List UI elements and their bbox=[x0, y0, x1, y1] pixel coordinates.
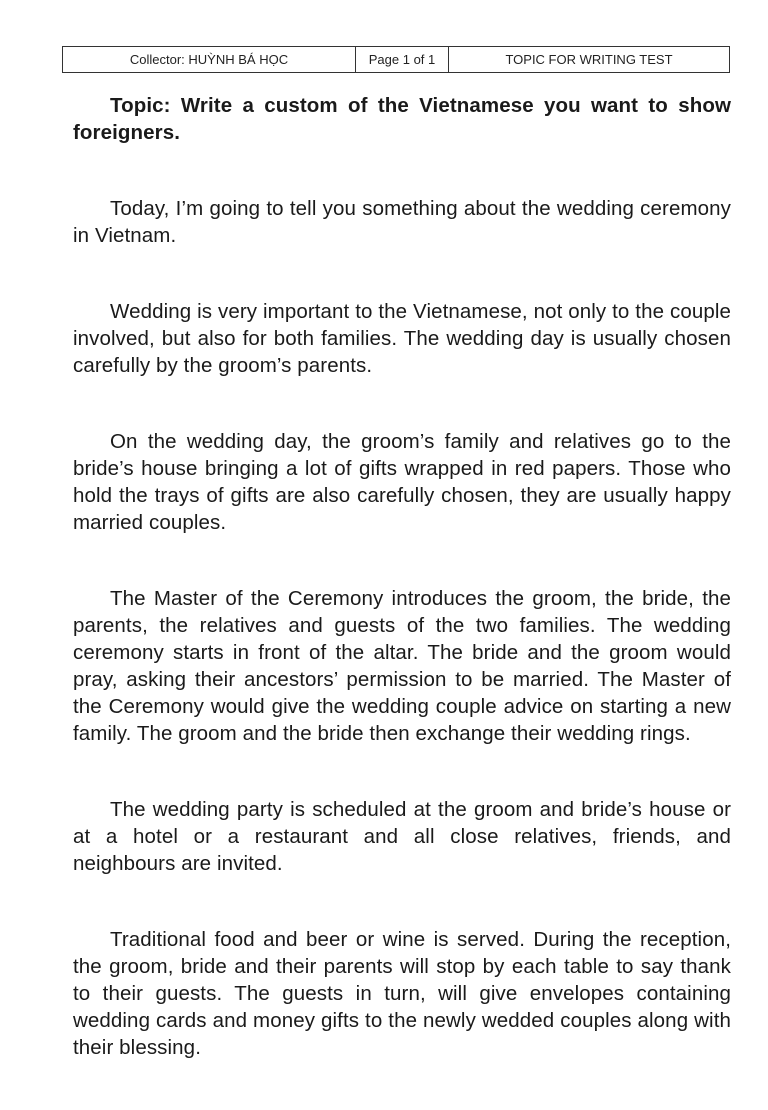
paragraph: Today, I’m going to tell you something about the wedding ceremony in Vietnam. bbox=[73, 197, 731, 247]
paragraph: Traditional food and beer or wine is served. During the reception, the groom, bride and their parents will stop by each table to say thank to their guests. The guests in turn, will give envelopes containing wedding cards and money gifts to the newly wedded couples along with their blessing. bbox=[73, 928, 731, 1059]
header-table bbox=[62, 46, 730, 73]
paragraph: On the wedding day, the groom’s family and relatives go to the bride’s house bringing a lot of gifts wrapped in red papers. Those who hold the trays of gifts are also carefully chosen, they are usually happy married couples. bbox=[73, 430, 731, 534]
topic-label-cell: TOPIC FOR WRITING TEST bbox=[505, 52, 673, 67]
page-number-cell: Page 1 of 1 bbox=[356, 47, 449, 72]
paragraph: The Master of the Ceremony introduces the groom, the bride, the parents, the relatives and guests of the two families. The wedding ceremony starts in front of the altar. The bride and the groom would pray, asking their ancestors’ permission to be married. The Master of the Ceremony would give the wedding couple advice on starting a new family. The groom and the bride then exchange their wedding rings. bbox=[73, 587, 731, 745]
document-title: Topic: Write a custom of the Vietnamese you want to show foreigners. bbox=[73, 94, 731, 144]
collector-cell: Collector: HUỲNH BÁ HỌC bbox=[63, 47, 356, 72]
document-body bbox=[73, 92, 731, 1110]
paragraph: The wedding party is scheduled at the groom and bride’s house or at a hotel or a restaurant and all close relatives, friends, and neighbours are invited. bbox=[73, 798, 731, 875]
paragraph: Wedding is very important to the Vietnamese, not only to the couple involved, but also for both families. The wedding day is usually chosen carefully by the groom’s parents. bbox=[73, 300, 731, 377]
